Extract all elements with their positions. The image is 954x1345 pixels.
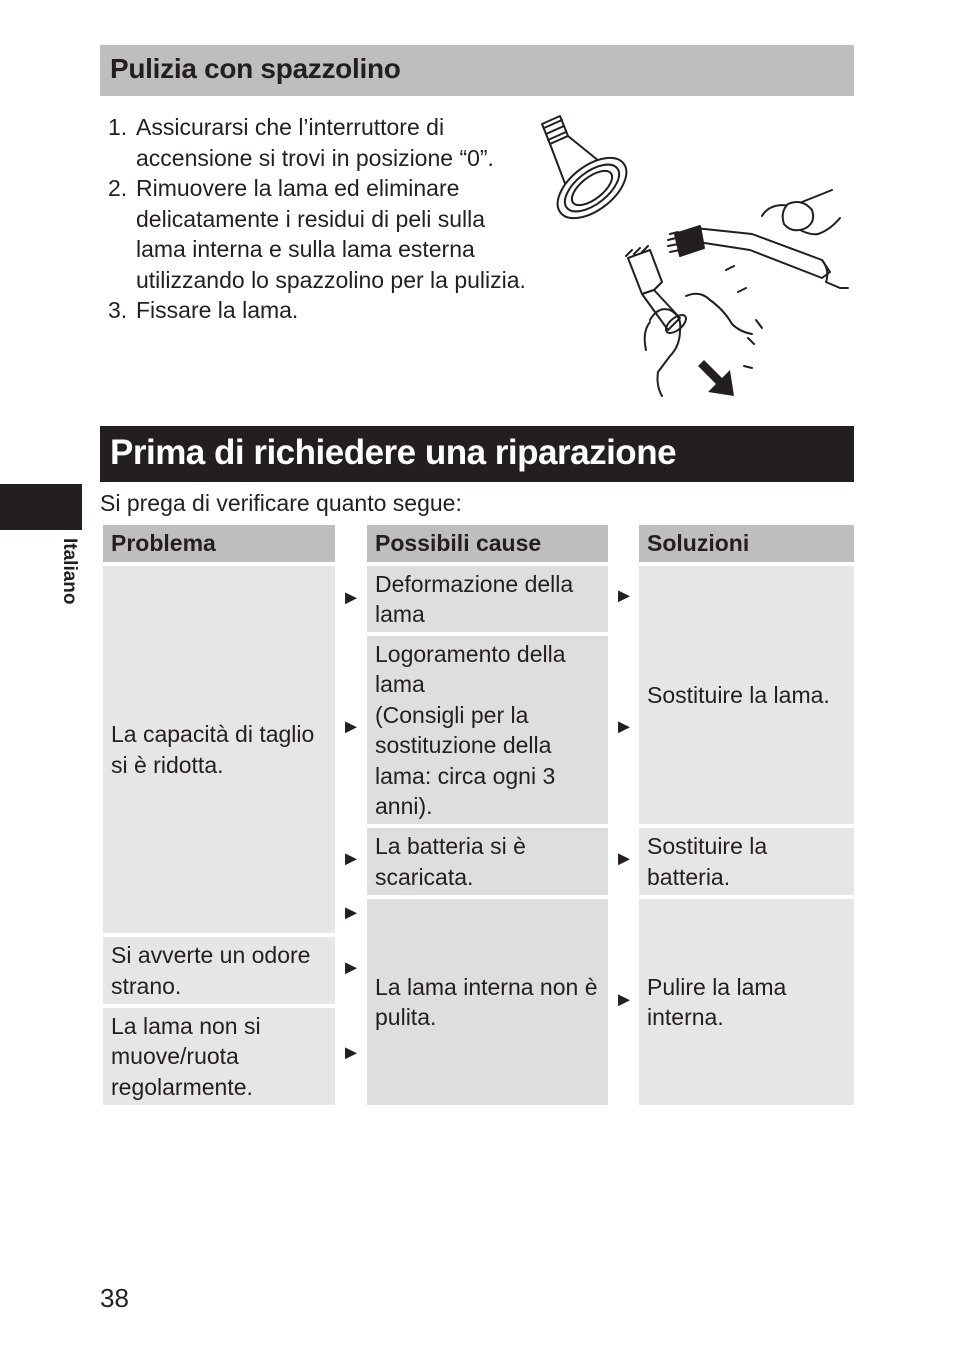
header-solutions: Soluzioni (639, 525, 854, 562)
section-title: Pulizia con spazzolino (110, 53, 401, 84)
solution-text: Pulire la lama interna. (647, 973, 787, 1030)
list-item (108, 112, 528, 173)
section-title: Prima di richiedere una riparazione (110, 433, 677, 472)
arrow-right-icon: ► (341, 957, 361, 979)
step-text: Fissare la lama. (136, 297, 299, 323)
problem-cell (103, 937, 335, 1004)
arrow-right-icon: ► (341, 1042, 361, 1064)
cleaning-illustration (530, 110, 850, 400)
arrow-right-icon: ► (341, 716, 361, 738)
steps-list (108, 112, 528, 326)
problem-text: Si avverte un odore strano. (111, 942, 311, 999)
cause-cell (367, 899, 608, 1105)
cause-cell (367, 828, 608, 895)
cause-text: Logoramento della lama (Consigli per la sostituzione della lama: circa ogni 3 anni). (375, 640, 566, 819)
solution-cell (639, 899, 854, 1105)
arrow-right-icon: ► (614, 848, 634, 870)
step-number: 1. (108, 114, 128, 140)
header-problem: Problema (103, 525, 335, 562)
arrow-right-icon: ► (341, 902, 361, 924)
list-item (108, 173, 528, 295)
solution-text: Sostituire la batteria. (647, 833, 768, 890)
problem-cell (103, 1008, 335, 1105)
arrow-right-icon: ► (341, 848, 361, 870)
solution-cell (639, 566, 854, 824)
language-tab (0, 484, 82, 530)
intro-text: Si prega di verificare quanto segue: (100, 490, 462, 516)
list-item (108, 295, 528, 326)
step-text: Rimuovere la lama ed eliminare delicatamente i residui di peli sulla lama interna e sulla lama esterna utilizzando lo spazzolino per la pulizia. (136, 175, 526, 293)
cause-text: La batteria si è scaricata. (375, 833, 526, 890)
problem-text: La capacità di taglio si è ridotta. (111, 721, 315, 778)
cause-text: Deformazione della lama (375, 570, 574, 627)
step-number: 2. (108, 175, 128, 201)
arrow-right-icon: ► (341, 587, 361, 609)
problem-text: La lama non si muove/ruota regolarmente. (111, 1012, 261, 1100)
step-text: Assicurarsi che l’interruttore di accensione si trovi in posizione “0”. (136, 114, 494, 171)
arrow-right-icon: ► (614, 989, 634, 1011)
cause-text: La lama interna non è pulita. (375, 973, 598, 1030)
header-causes: Possibili cause (367, 525, 608, 562)
arrow-right-icon: ► (614, 585, 634, 607)
solution-text: Sostituire la lama. (647, 681, 830, 708)
arrow-right-icon: ► (614, 716, 634, 738)
step-number: 3. (108, 297, 128, 323)
cause-cell (367, 636, 608, 824)
page-number: 38 (100, 1283, 129, 1313)
cause-cell (367, 566, 608, 632)
solution-cell (639, 828, 854, 895)
problem-cell (103, 566, 335, 933)
language-label: Italiano (59, 538, 80, 605)
